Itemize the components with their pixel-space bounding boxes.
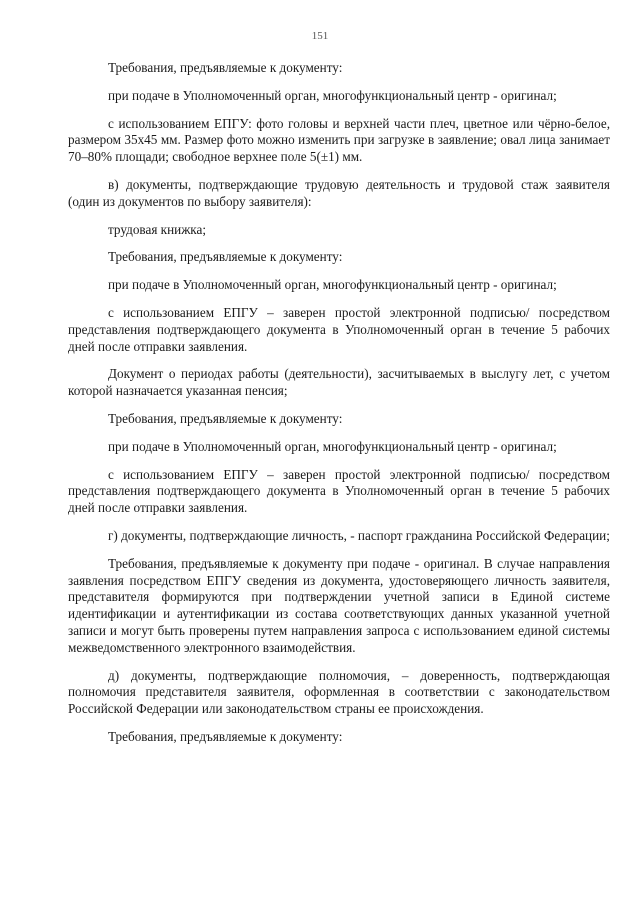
paragraph: Документ о периодах работы (деятельности), засчитываемых в выслугу лет, с учетом которой назначается указанная пенсия; [68,366,610,399]
paragraph: при подаче в Уполномоченный орган, многофункциональный центр - оригинал; [108,87,557,103]
paragraph: при подаче в Уполномоченный орган, многофункциональный центр - оригинал; [108,438,557,454]
paragraph: г) документы, подтверждающие личность, - паспорт гражданина Российской Федерации; [108,527,610,543]
paragraph: при подаче в Уполномоченный орган, многофункциональный центр - оригинал; [108,277,557,293]
paragraph: с использованием ЕПГУ: фото головы и верхней части плеч, цветное или чёрно-белое, размером 35x45 мм. Размер фото можно изменить при загрузке в заявление; овал лица занимает 70–80% площади; свободное верхнее поле 5(±1) мм. [68,115,610,165]
paragraph: в) документы, подтверждающие трудовую деятельность и трудовой стаж заявителя (один из документов по выбору заявителя): [68,176,610,209]
document-body [68,60,610,757]
paragraph: д) документы, подтверждающие полномочия, – доверенность, подтверждающая полномочия представителя заявителя, оформленная в соответствии с законодательством Российской Федерации или законодательством страны ее происхождения. [68,667,610,717]
page-number: 151 [311,30,329,42]
paragraph: Требования, предъявляемые к документу: [108,410,343,426]
paragraph: Требования, предъявляемые к документу при подаче - оригинал. В случае направления заявления посредством ЕПГУ сведения из документа, удостоверяющего личность заявителя, представителя формируются при подтверждении учетной записи в Единой системе идентификации и аутентификации из состава соответствующих данных указанной учетной записи и могут быть проверены путем направления запроса с использованием единой системы межведомственного электронного взаимодействия. [68,555,610,655]
paragraph: с использованием ЕПГУ – заверен простой электронной подписью/ посредством представления подтверждающего документа в Уполномоченный орган в течение 5 рабочих дней после отправки заявления. [68,466,610,516]
paragraph: с использованием ЕПГУ – заверен простой электронной подписью/ посредством представления подтверждающего документа в Уполномоченный орган в течение 5 рабочих дней после отправки заявления. [68,304,610,354]
paragraph: трудовая книжка; [108,221,207,237]
paragraph: Требования, предъявляемые к документу: [108,249,343,265]
paragraph: Требования, предъявляемые к документу: [108,60,343,75]
paragraph: Требования, предъявляемые к документу: [108,728,343,744]
